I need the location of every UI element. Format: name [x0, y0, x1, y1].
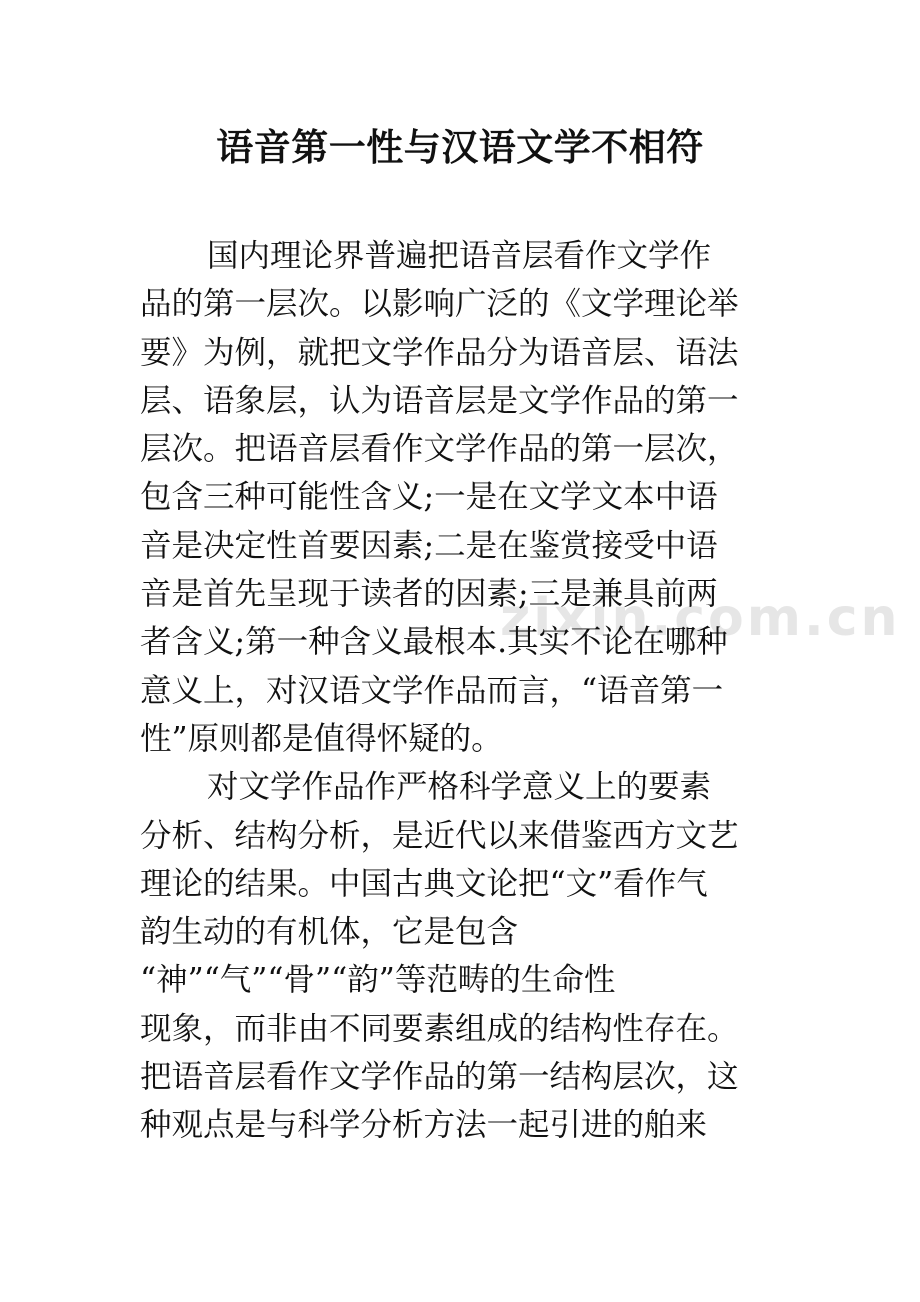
paragraph-1-line: 国内理论界普遍把语音层看作文学作	[207, 238, 712, 274]
paragraph-1-line: 层、语象层，认为语音层是文学作品的第一	[140, 382, 739, 419]
paragraph-1-line: 包含三种可能性含义;一是在文学文本中语	[140, 479, 718, 516]
document-body	[140, 232, 805, 1150]
paragraph-2-line: 现象，而非由不同要素组成的结构性存在。	[140, 1010, 739, 1047]
paragraph-2-line: 韵生动的有机体，它是包含	[140, 914, 519, 951]
paragraph-2-line: 对文学作品作严格科学意义上的要素	[207, 769, 712, 806]
paragraph-1-line: 性”原则都是值得怀疑的。	[140, 720, 503, 757]
paragraph-1-line: 要》为例，就把文学作品分为语音层、语法	[140, 334, 739, 371]
document-title: 语音第一性与汉语文学不相符	[216, 125, 704, 169]
paragraph-2-line: 分析、结构分析，是近代以来借鉴西方文艺	[140, 817, 739, 854]
paragraph-1-line: 音是决定性首要因素;二是在鉴赏接受中语	[140, 527, 718, 564]
paragraph-1-line: 品的第一层次。以影响广泛的《文学理论举	[140, 286, 739, 323]
paragraph-1-line: 音是首先呈现于读者的因素;三是兼具前两	[140, 576, 718, 613]
paragraph-1-line: 者含义;第一种含义最根本.其实不论在哪种	[140, 624, 728, 661]
paragraph-2-line: “神”“气”“骨”“韵”等范畴的生命性	[140, 962, 616, 999]
paragraph-2-line: 理论的结果。中国古典文论把“文”看作气	[140, 865, 708, 902]
watermark: zixin.com.cn	[500, 588, 901, 648]
paragraph-1-line: 层次。把语音层看作文学作品的第一层次，	[140, 431, 739, 468]
paragraph-2-line: 把语音层看作文学作品的第一结构层次，这	[140, 1059, 739, 1096]
paragraph-2-line: 种观点是与科学分析方法一起引进的舶来	[140, 1107, 708, 1144]
paragraph-1-line: 意义上，对汉语文学作品而言，“语音第一	[140, 672, 724, 709]
